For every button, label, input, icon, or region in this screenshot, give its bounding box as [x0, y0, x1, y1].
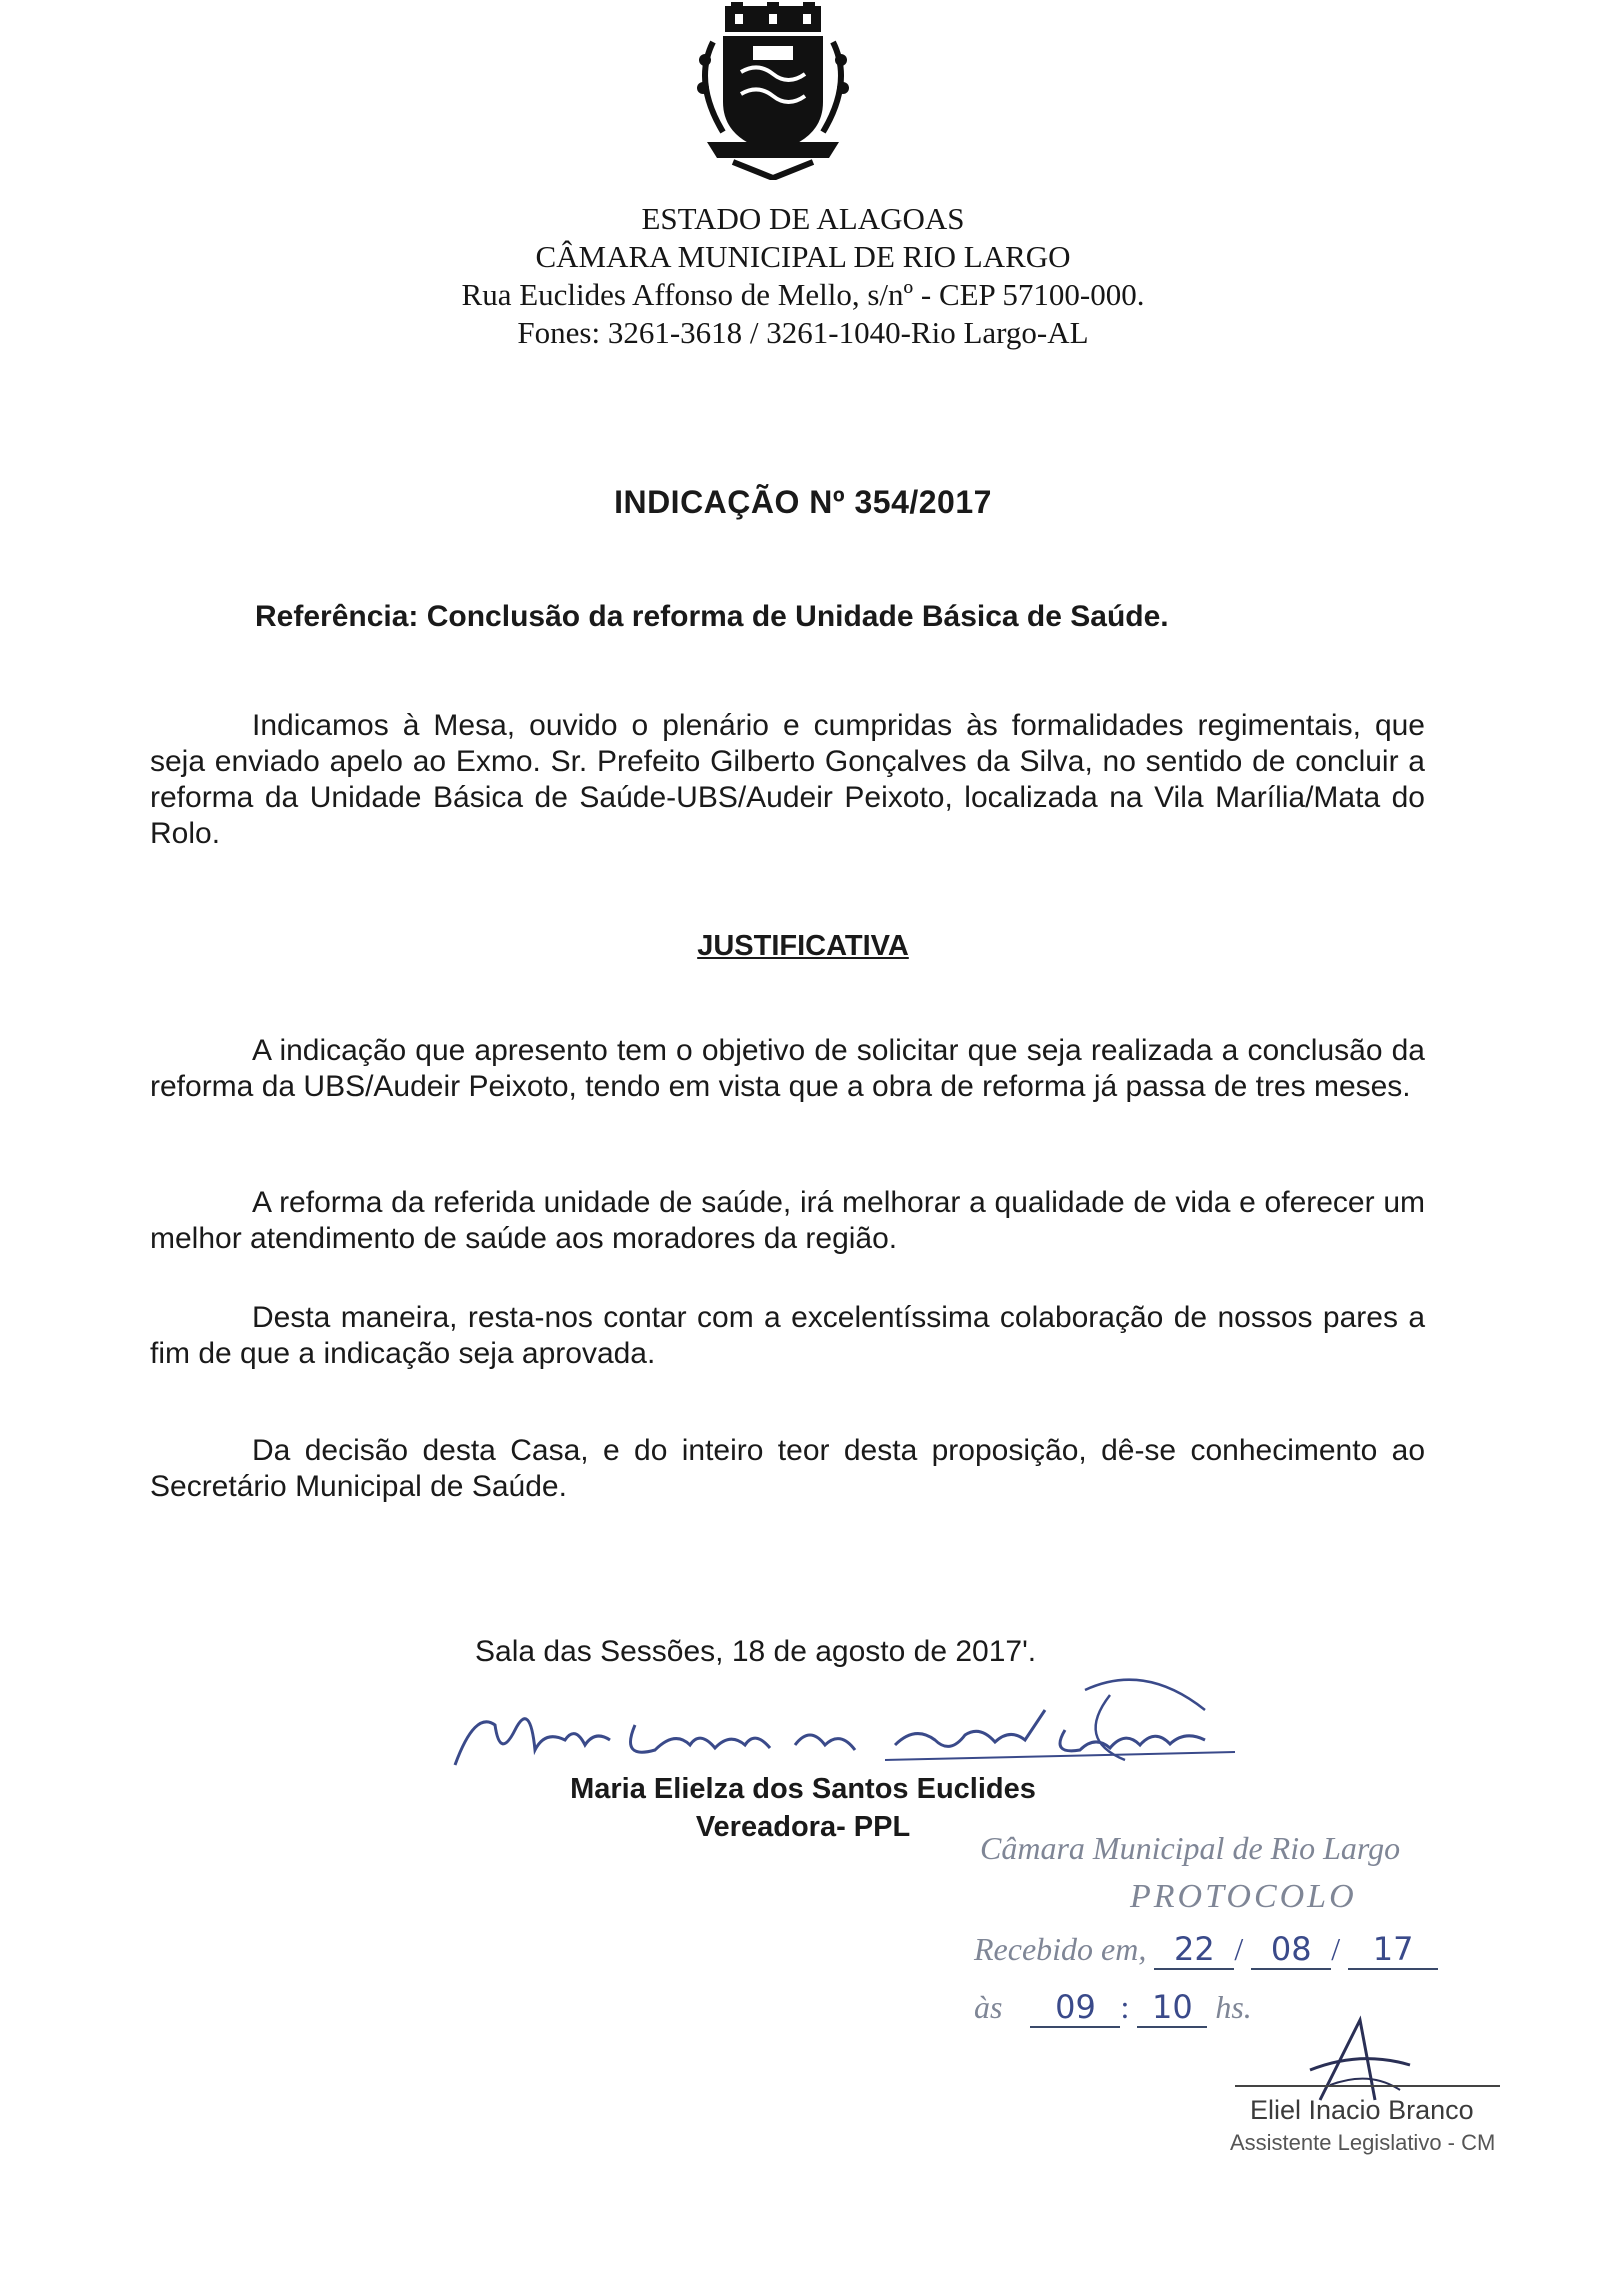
stamp-year: 17 [1348, 1930, 1438, 1970]
stamp-received-label: Recebido em, [974, 1931, 1147, 1967]
document-reference: Referência: Conclusão da reforma de Unidade Básica de Saúde. [255, 600, 1169, 633]
receiver-name: Eliel Inacio Branco [1250, 2095, 1474, 2125]
municipal-crest-icon [683, 2, 863, 180]
receiver-signature-line [1235, 2085, 1500, 2087]
handwritten-signature [445, 1670, 1245, 1780]
stamp-received-row: Recebido em, 22 / 08 / 17 [974, 1930, 1438, 1970]
chamber-name: CÂMARA MUNICIPAL DE RIO LARGO [535, 239, 1071, 274]
signer-name: Maria Elielza dos Santos Euclides [570, 1773, 1036, 1805]
signer-role: Vereadora- PPL [695, 1811, 911, 1843]
stamp-label: PROTOCOLO [1130, 1878, 1357, 1915]
document-title: INDICAÇÃO Nº 354/2017 [614, 484, 992, 520]
justification-paragraph-1: A indicação que apresento tem o objetivo de solicitar que seja realizada a conclusão da reforma da UBS/Audeir Peixoto, tendo em vista que a obra de reforma já passa de tres meses. [150, 1034, 1425, 1103]
stamp-time-label: às [974, 1989, 1003, 2025]
intro-paragraph: Indicamos à Mesa, ouvido o plenário e cumpridas às formalidades regimentais, que seja enviado apelo ao Exmo. Sr. Prefeito Gilberto Gonçalves da Silva, no sentido de concluir a reforma da Unidade Básica de Saúde-UBS/Audeir Peixoto, localizada na Vila Marília/Mata do Rolo. [150, 709, 1425, 850]
justification-paragraph-2: A reforma da referida unidade de saúde, irá melhorar a qualidade de vida e oferecer um melhor atendimento de saúde aos moradores da região. [150, 1186, 1425, 1255]
receiver-initials-signature [1300, 2010, 1420, 2105]
session-date: Sala das Sessões, 18 de agosto de 2017'. [475, 1635, 1037, 1668]
justification-heading: JUSTIFICATIVA [697, 930, 909, 962]
chamber-phones: Fones: 3261-3618 / 3261-1040-Rio Largo-AL [517, 315, 1089, 350]
stamp-hour: 09 [1030, 1988, 1120, 2028]
receiver-role: Assistente Legislativo - CM [1230, 2130, 1496, 2155]
closing-paragraph: Da decisão desta Casa, e do inteiro teor desta proposição, dê-se conhecimento ao Secretário Municipal de Saúde. [150, 1434, 1425, 1503]
stamp-minute: 10 [1137, 1988, 1207, 2028]
stamp-day: 22 [1154, 1930, 1234, 1970]
stamp-institution: Câmara Municipal de Rio Largo [980, 1830, 1401, 1866]
stamp-month: 08 [1251, 1930, 1331, 1970]
stamp-time-row: às 09 : 10 hs. [974, 1988, 1252, 2026]
chamber-address: Rua Euclides Affonso de Mello, s/nº - CEP 57100-000. [461, 277, 1145, 312]
stamp-hours-suffix: hs. [1215, 1989, 1252, 2025]
protocol-stamp [970, 1830, 1570, 2155]
justification-paragraph-3: Desta maneira, resta-nos contar com a excelentíssima colaboração de nossos pares a fim de que a indicação seja aprovada. [150, 1301, 1425, 1370]
state-name: ESTADO DE ALAGOAS [641, 201, 965, 236]
letterhead [0, 200, 1606, 352]
